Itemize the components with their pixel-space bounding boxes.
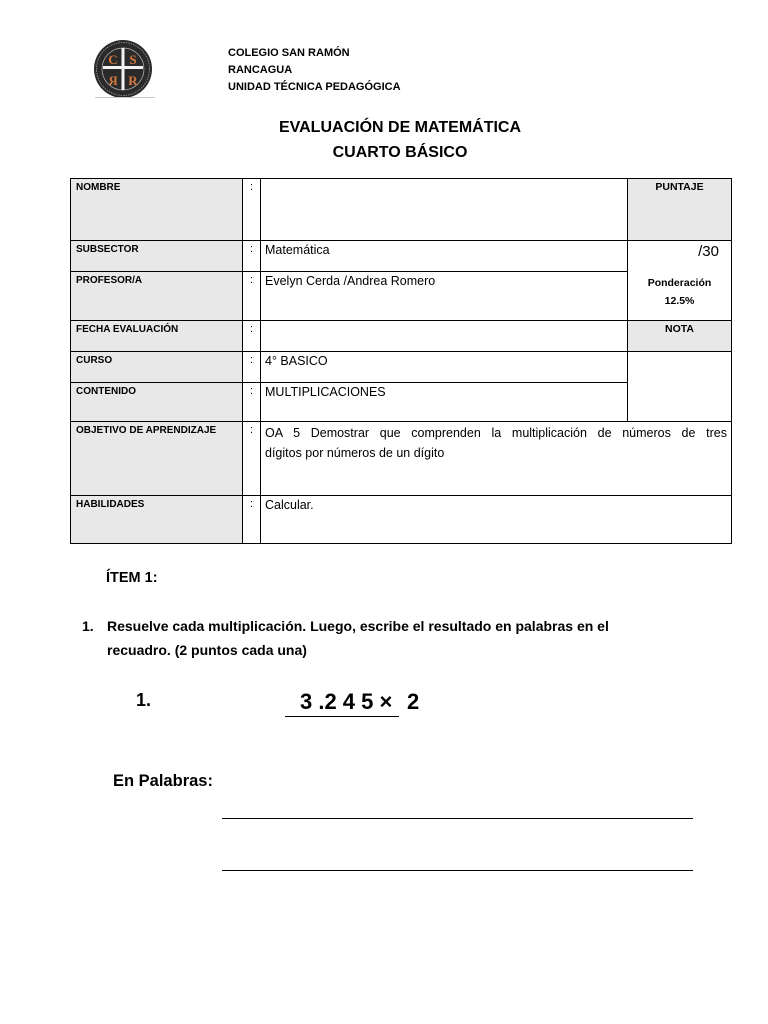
school-name: COLEGIO SAN RAMÓN [228,47,350,59]
exercise-underline [285,716,399,717]
school-logo [93,39,153,99]
curso-colon: : [243,352,261,383]
table-row-fecha [71,321,732,352]
puntaje-label: PUNTAJE [628,179,732,241]
table-row-subsector [71,241,732,272]
curso-value: 4° BASICO [261,352,628,383]
profesor-colon: : [243,272,261,321]
exam-title-line2: CUARTO BÁSICO [332,144,468,161]
subsector-label: SUBSECTOR [71,241,243,272]
objetivo-value [261,422,732,496]
nota-box [628,352,732,422]
puntaje-box [628,241,732,321]
instruction-number: 1. [82,618,94,634]
school-logo-emblem [93,39,153,99]
in-words-label: En Palabras: [113,772,213,790]
fecha-label: FECHA EVALUACIÓN [71,321,243,352]
item-heading: ÍTEM 1: [106,570,158,586]
table-row-objetivo [71,422,732,496]
objetivo-line-1: OA 5 Demostrar que comprenden la multiplicación de números de tres [265,426,727,440]
ponderacion-label: Ponderación [647,277,712,289]
contenido-label: CONTENIDO [71,383,243,422]
logo-letter-c: C [108,52,118,67]
instruction-line-2: recuadro. (2 puntos cada una) [107,642,307,658]
school-unit: UNIDAD TÉCNICA PEDAGÓGICA [228,81,401,93]
profesor-label: PROFESOR/A [71,272,243,321]
table-row-nombre [71,179,732,241]
exercise-factor-2: 2 [407,689,420,714]
nombre-value [261,179,628,241]
answer-line-2 [222,870,693,871]
instruction-text [107,614,609,662]
puntaje-total: /30 [698,243,719,260]
subsector-value: Matemática [261,241,628,272]
exam-title [200,115,600,165]
exam-info-table [70,178,732,544]
habilidades-label: HABILIDADES [71,496,243,544]
school-city: RANCAGUA [228,64,293,76]
contenido-colon: : [243,383,261,422]
exam-title-line1: EVALUACIÓN DE MATEMÁTICA [278,119,522,136]
fecha-colon: : [243,321,261,352]
school-header [228,45,401,96]
nombre-label: NOMBRE [71,179,243,241]
curso-label: CURSO [71,352,243,383]
contenido-value: MULTIPLICACIONES [261,383,628,422]
exercise-factor-1: 3 .2 4 5 × [300,689,393,714]
objetivo-line-2: dígitos por números de un dígito [265,446,445,460]
exercise-number: 1. [136,690,152,710]
ponderacion-value: 12.5% [664,295,695,307]
logo-letter-r: R [128,73,138,88]
habilidades-colon: : [243,496,261,544]
logo-letter-s: S [129,52,137,67]
table-row-habilidades [71,496,732,544]
profesor-value: Evelyn Cerda /Andrea Romero [261,272,628,321]
answer-line-1 [222,818,693,819]
objetivo-colon: : [243,422,261,496]
instruction-line-1: Resuelve cada multiplicación. Luego, escribe el resultado en palabras en el [107,618,609,634]
nota-label: NOTA [628,321,732,352]
table-row-curso [71,352,732,383]
fecha-value [261,321,628,352]
ponderacion [628,274,731,310]
objetivo-label: OBJETIVO DE APRENDIZAJE [71,422,243,496]
habilidades-value: Calcular. [261,496,732,544]
subsector-colon: : [243,241,261,272]
logo-letter-r-mirrored: R [108,73,118,88]
nombre-colon: : [243,179,261,241]
logo-underline [95,97,155,98]
